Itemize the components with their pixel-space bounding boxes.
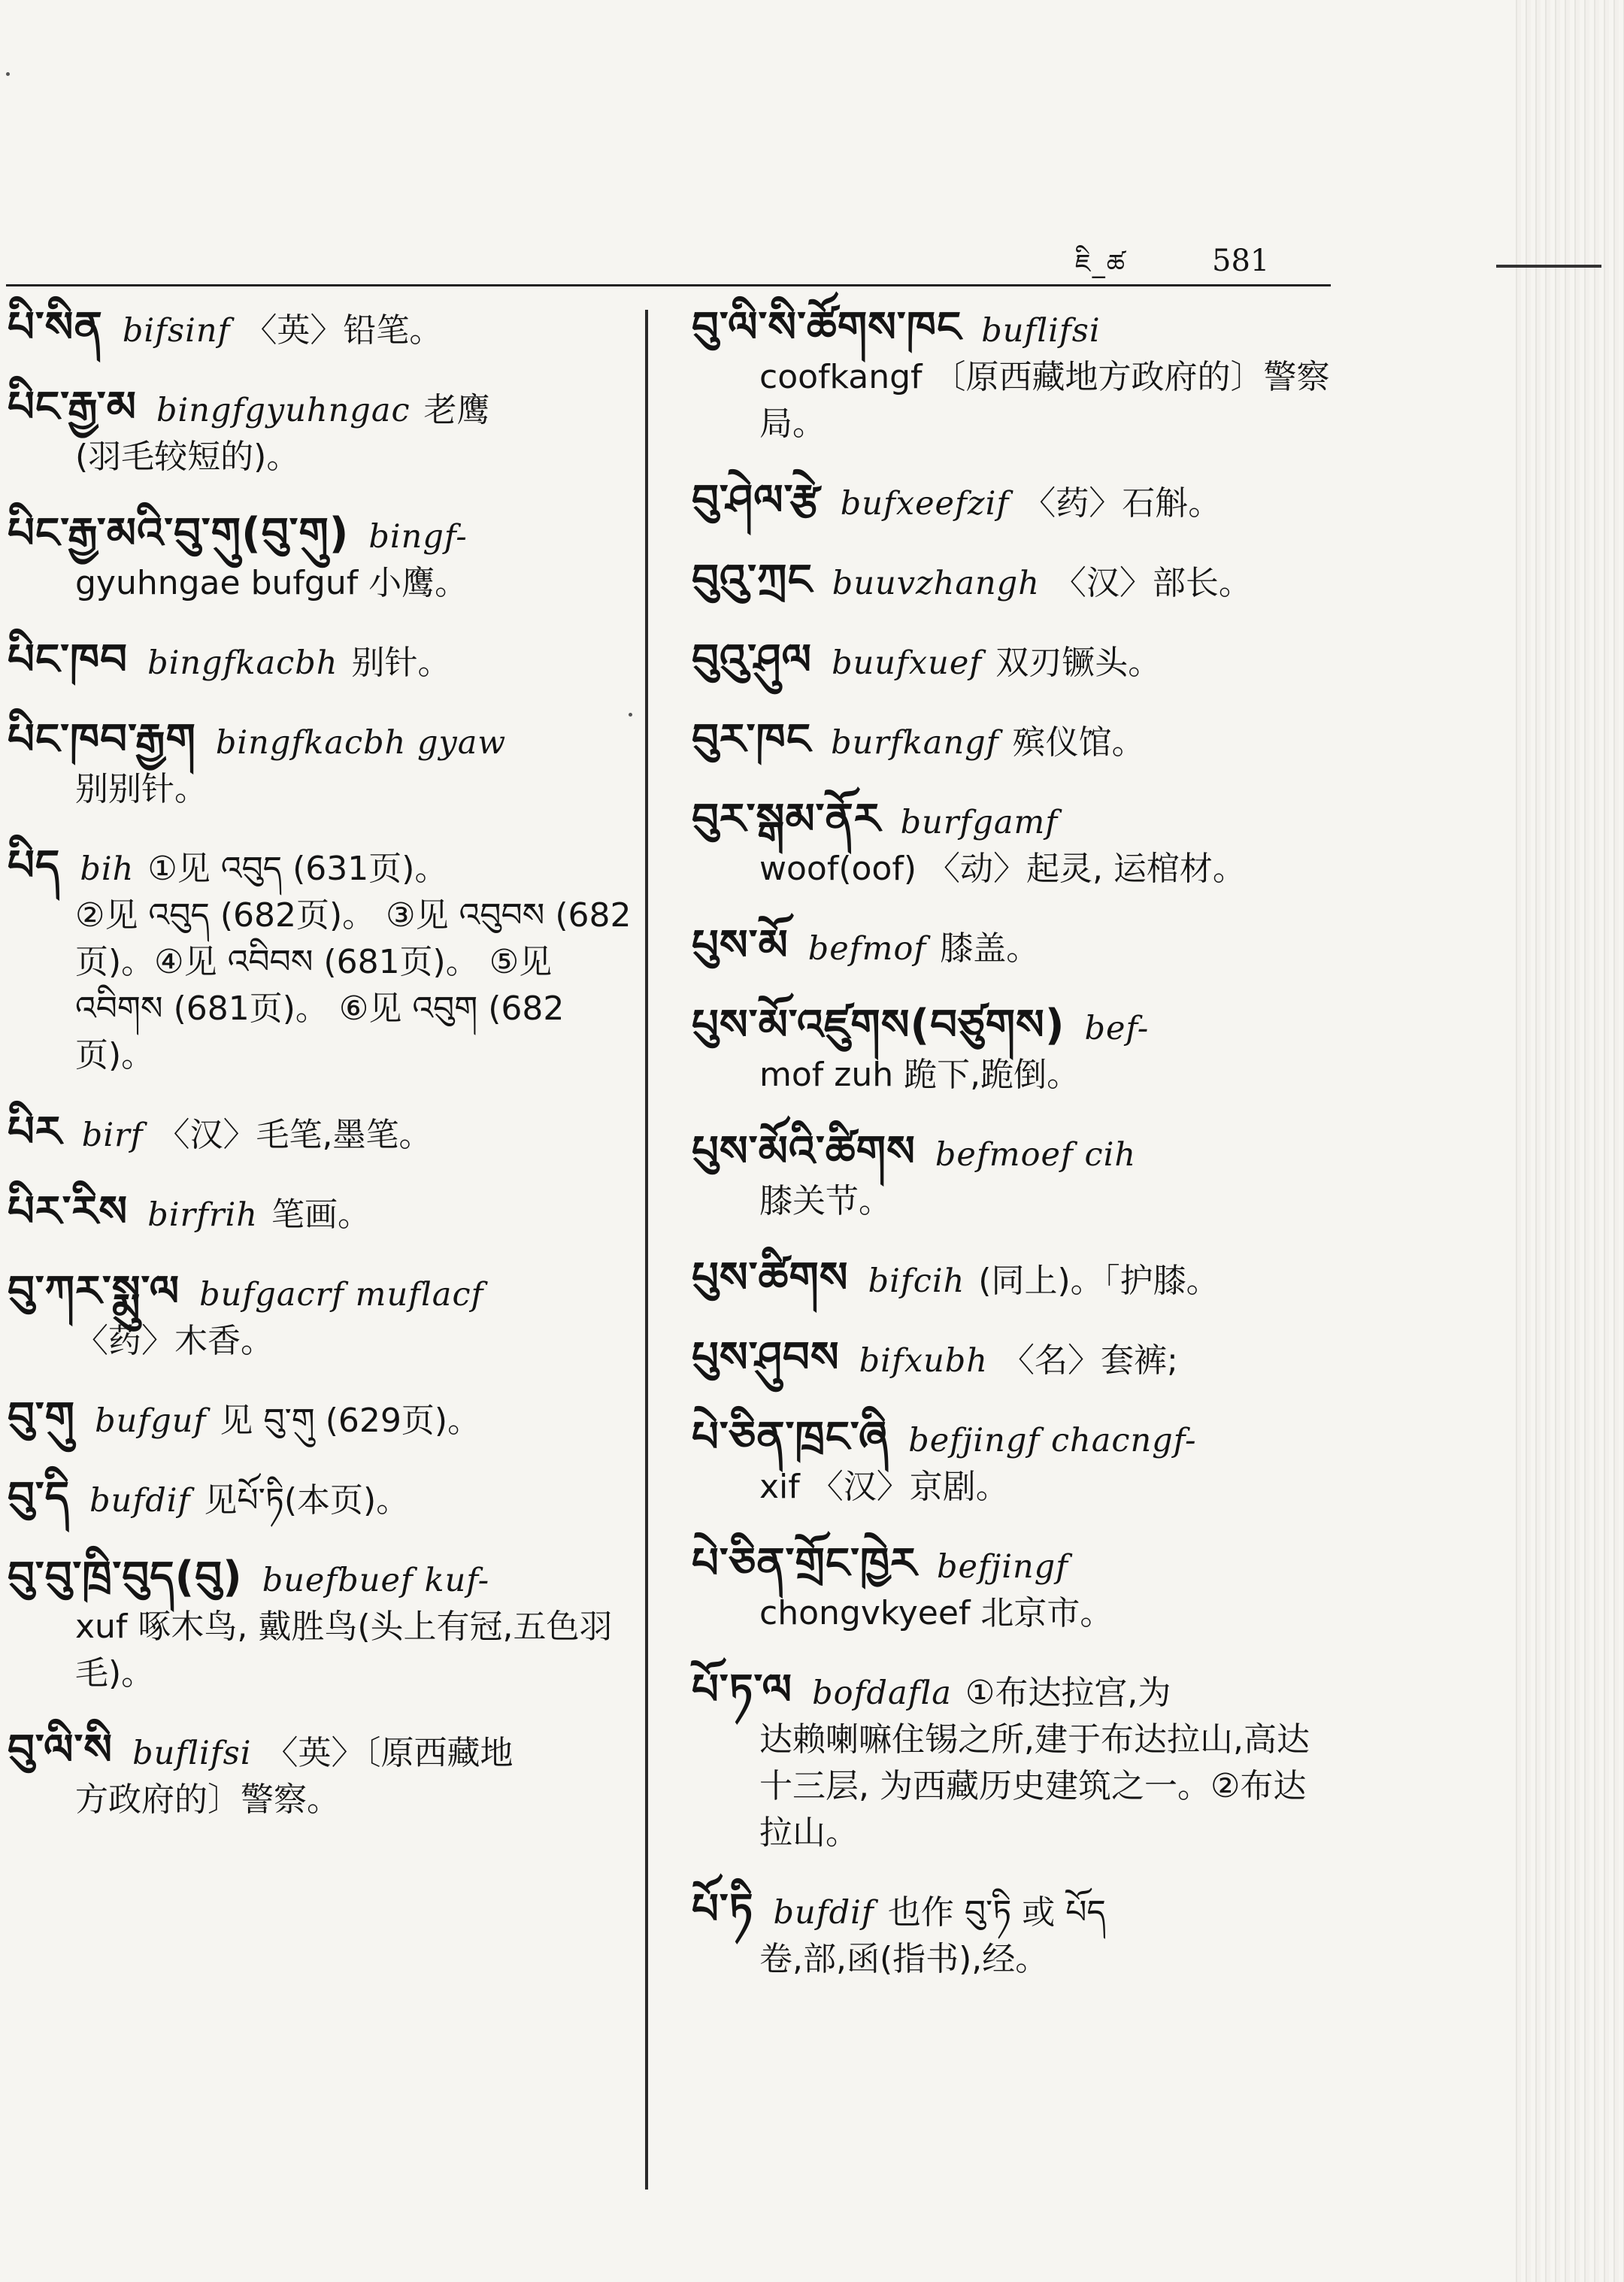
romanization: birfrih — [147, 1196, 258, 1234]
headword-tibetan: པེ་ཅིན་ཁྲང་ཞི — [692, 1413, 889, 1462]
headword-tibetan: པིང་ཁབ — [8, 635, 129, 684]
headword-tibetan: བུའུ་ཤུལ — [692, 635, 813, 684]
definition: ①布达拉宫,为 — [965, 1674, 1171, 1712]
dictionary-entry — [692, 1541, 1331, 1637]
definition: 双刃镢头。 — [995, 644, 1162, 682]
page-header — [0, 226, 1331, 293]
definition: 见 བུ་གུ (629页)。 — [220, 1402, 481, 1440]
romanization: befjingf chacngf- — [908, 1422, 1197, 1459]
romanization: bingfkacbh gyaw — [215, 724, 507, 762]
definition: 也作 བུ་ཏི 或 པོད — [887, 1893, 1106, 1932]
entry-headline — [8, 384, 632, 434]
headword-tibetan: པེ་ཅིན་གྲོང་ཁྱེར — [692, 1539, 917, 1588]
entry-headline — [692, 717, 1331, 766]
headword-tibetan: པུས་མོ — [692, 921, 789, 970]
romanization: bufdif — [89, 1482, 191, 1520]
entry-headline — [692, 923, 1331, 972]
dictionary-entry — [8, 1395, 632, 1444]
dictionary-entry — [8, 637, 632, 686]
entry-headline — [692, 305, 1331, 354]
headword-tibetan: པིར་རིས — [8, 1187, 129, 1236]
entry-headline — [692, 1129, 1331, 1178]
entry-continuation: mof zuh 跪下,跪倒。 — [759, 1056, 1080, 1094]
headword-tibetan: བུ་བུ་ཁྲི་བུད(བུ) — [8, 1553, 243, 1602]
definition: 〈药〉石斛。 — [1023, 484, 1222, 523]
guide-words: ཇི_ཚ — [1075, 249, 1126, 279]
entry-headline — [692, 1002, 1331, 1052]
entry-continuation: 膝关节。 — [759, 1182, 892, 1220]
definition: 见པོ་ཏི(本页)。 — [204, 1481, 410, 1520]
entry-continuation: 〈药〉木香。 — [75, 1322, 274, 1360]
romanization: bufdif — [773, 1894, 874, 1932]
dictionary-entry — [692, 1255, 1331, 1305]
entry-headline — [8, 717, 632, 766]
definition: 〈英〉〔原西藏地 — [265, 1734, 514, 1772]
romanization: buflifsi — [981, 312, 1101, 350]
entry-headline — [8, 1474, 632, 1524]
headword-tibetan: པུས་ཤུབས — [692, 1333, 840, 1382]
ink-speck — [6, 72, 10, 76]
definition: 膝盖。 — [940, 929, 1040, 968]
romanization: befmof — [807, 930, 927, 968]
entry-headline — [692, 1541, 1331, 1590]
headword-tibetan: བུ་ཀར་སྨུ་ལ — [8, 1267, 180, 1316]
dictionary-entry — [692, 477, 1331, 527]
dictionary-entry — [8, 1189, 632, 1238]
dictionary-entry — [8, 1727, 632, 1823]
dictionary-entry — [8, 1474, 632, 1524]
entry-headline — [8, 1268, 632, 1318]
entry-headline — [692, 1414, 1331, 1464]
entry-headline — [8, 637, 632, 686]
romanization: bef- — [1084, 1010, 1150, 1047]
entry-headline — [692, 1667, 1331, 1717]
page-edge-speckle — [1511, 0, 1624, 2282]
headword-tibetan: པོ་ཏ་ལ — [692, 1665, 793, 1714]
entry-headline — [8, 305, 632, 354]
romanization: bifsinf — [122, 312, 231, 350]
header-rule — [6, 284, 1331, 286]
entry-headline — [692, 796, 1331, 846]
romanization: buufxuef — [832, 644, 983, 682]
romanization: bufguf — [95, 1402, 207, 1440]
dictionary-entry — [8, 1109, 632, 1159]
entry-headline — [692, 1335, 1331, 1384]
entry-headline — [692, 557, 1331, 607]
headword-tibetan: པིར — [8, 1108, 62, 1156]
dictionary-entry — [8, 717, 632, 813]
definition: 笔画。 — [271, 1196, 371, 1234]
entry-continuation: 达赖喇嘛住锡之所,建于布达拉山,高达十三层, 为西藏历史建筑之一。②布达拉山。 — [759, 1720, 1310, 1852]
entry-continuation: woof(oof) 〈动〉起灵, 运棺材。 — [759, 850, 1246, 888]
dictionary-entry — [692, 1667, 1331, 1856]
dictionary-entry — [8, 843, 632, 1079]
definition: 〈汉〉部长。 — [1053, 564, 1252, 602]
romanization: befmoef cih — [935, 1136, 1137, 1174]
entry-continuation: xuf 啄木鸟, 戴胜鸟(头上有冠,五色羽毛)。 — [75, 1608, 613, 1693]
dictionary-entry — [8, 305, 632, 354]
dictionary-entry — [692, 1002, 1331, 1099]
entry-headline — [8, 1109, 632, 1159]
headword-tibetan: པིང་རྒྱ་མའི་བུ་གུ(བུ་གུ) — [8, 509, 350, 558]
entry-headline — [8, 1395, 632, 1444]
romanization: buflifsi — [132, 1735, 252, 1772]
definition: 〈汉〉毛笔,墨笔。 — [156, 1116, 432, 1154]
dictionary-entry — [692, 557, 1331, 607]
definition: (同上)。「护膝。 — [978, 1262, 1220, 1300]
dictionary-entry — [692, 717, 1331, 766]
column-divider — [645, 310, 648, 2190]
romanization: burfgamf — [900, 804, 1059, 841]
romanization: burfkangf — [831, 724, 999, 762]
edge-mark — [1496, 265, 1601, 268]
headword-tibetan: པུས་མོ་འཛུགས(བཙུགས) — [692, 1001, 1065, 1050]
entry-headline — [692, 1255, 1331, 1305]
headword-tibetan: བུའུ་ཀྲང — [692, 556, 813, 605]
entry-continuation: gyuhngae bufguf 小鹰。 — [75, 564, 468, 602]
romanization: befjingf — [936, 1548, 1069, 1586]
page-number: 581 — [1212, 244, 1270, 278]
headword-tibetan: བུ་ལི་སི་ཚོགས་ཁང — [692, 303, 962, 352]
entry-headline — [8, 1554, 632, 1604]
entry-continuation: xif 〈汉〉京剧。 — [759, 1468, 1009, 1506]
definition: 老鹰 — [423, 391, 490, 429]
entry-headline — [8, 1189, 632, 1238]
entry-headline — [692, 1887, 1331, 1936]
headword-tibetan: པིང་ཁབ་རྒྱག — [8, 715, 196, 764]
dictionary-entry — [692, 305, 1331, 447]
dictionary-entry — [8, 1554, 632, 1697]
romanization: bufgacrf muflacf — [199, 1276, 484, 1314]
headword-tibetan: པུས་མོའི་ཚིགས — [692, 1127, 916, 1176]
dictionary-entry — [692, 923, 1331, 972]
definition: ①见 འབུད (631页)。 — [147, 850, 448, 888]
entry-continuation: 别别针。 — [75, 770, 208, 808]
romanization: buefbuef kuf- — [262, 1562, 490, 1599]
entry-continuation: 卷,部,函(指书),经。 — [759, 1940, 1049, 1978]
dictionary-entry — [8, 1268, 632, 1365]
romanization: bingf- — [368, 518, 468, 556]
romanization: buuvzhangh — [832, 565, 1040, 602]
headword-tibetan: པི་སིན — [8, 303, 103, 352]
dictionary-entry — [8, 511, 632, 607]
headword-tibetan: བུ་ཤེལ་རྩེ — [692, 476, 821, 525]
romanization: bih — [80, 850, 135, 888]
headword-tibetan: བུར་ཁང — [692, 715, 812, 764]
romanization: bofdafla — [812, 1674, 952, 1712]
definition: 〈名〉套裤; — [1001, 1341, 1178, 1380]
definition: 殡仪馆。 — [1012, 723, 1145, 762]
definition: 别针。 — [351, 644, 451, 682]
entry-continuation: (羽毛较短的)。 — [75, 438, 300, 476]
dictionary-entry — [692, 637, 1331, 686]
dictionary-entry — [692, 1887, 1331, 1983]
entry-continuation: coofkangf 〔原西藏地方政府的〕警察局。 — [759, 358, 1330, 443]
headword-tibetan: བུ་དི — [8, 1473, 71, 1522]
romanization: birf — [81, 1117, 144, 1154]
romanization: bingfkacbh — [147, 644, 338, 682]
dictionary-entry — [692, 796, 1331, 892]
headword-tibetan: པུས་ཚིགས — [692, 1253, 849, 1302]
headword-tibetan: བུར་སྒམ་ནོར — [692, 795, 881, 844]
dictionary-entry — [692, 1129, 1331, 1225]
entry-headline — [8, 1727, 632, 1777]
entry-continuation: ②见 འབུད (682页)。 ③见 འབུབས (682页)。④见 འབིབས (681页)。 ⑤见 འབིགས (681页)。 ⑥见 འབུག (682页)。 — [75, 896, 632, 1074]
romanization: bufxeefzif — [840, 485, 1010, 523]
headword-tibetan: བུ་གུ — [8, 1393, 76, 1442]
dictionary-entry — [692, 1414, 1331, 1511]
entry-headline — [692, 637, 1331, 686]
headword-tibetan: པོ་ཏི — [692, 1885, 754, 1934]
left-column — [8, 305, 632, 1853]
entry-headline — [8, 511, 632, 560]
entry-headline — [692, 477, 1331, 527]
dictionary-entry — [692, 1335, 1331, 1384]
headword-tibetan: བུ་ལི་སི — [8, 1726, 114, 1774]
dictionary-entry — [8, 384, 632, 480]
headword-tibetan: པིད — [8, 841, 61, 890]
right-column — [692, 305, 1331, 2013]
entry-headline — [8, 843, 632, 892]
romanization: bingfgyuhngac — [156, 392, 411, 429]
headword-tibetan: པིང་རྒྱ་མ — [8, 383, 137, 432]
definition: 〈英〉铅笔。 — [244, 311, 443, 350]
entry-continuation: 方政府的〕警察。 — [75, 1780, 340, 1819]
entry-continuation: chongvkyeef 北京市。 — [759, 1594, 1113, 1632]
romanization: bifxubh — [859, 1342, 988, 1380]
romanization: bifcih — [868, 1262, 965, 1300]
